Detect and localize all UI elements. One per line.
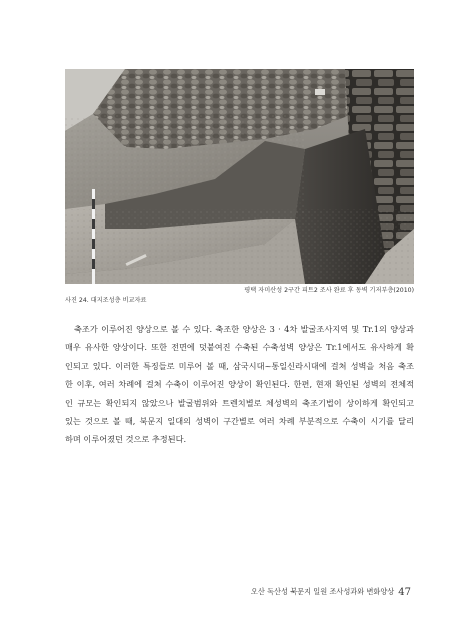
excavation-photo [65,69,414,284]
body-line: 하며 이루어졌던 것으로 추정된다. [65,434,187,445]
body-line: 있는 것으로 볼 때, 북문지 일대의 성벽이 구간별로 여러 차례 부분적으로 수축이 시기를 달리 [65,415,414,426]
page-number: 47 [398,587,411,598]
body-line: 인 규모는 확인되지 않았으나 발굴범위와 트렌치별로 체성벽의 축조기법이 상이하게 확인되고 [65,397,414,408]
photo-caption: 평택 자미산성 2구간 피트2 조사 완료 후 동벽 기저부층(2010) [244,287,414,294]
running-title: 오산 독산성 북문지 일원 조사성과와 변화양상 [250,587,395,596]
body-line: 한 이후, 여러 차례에 걸쳐 수축이 이루어진 양상이 확인된다. 한편, 현재 확인된 성벽의 전체적 [65,379,414,390]
body-line: 매우 유사한 양상이다. 또한 전면에 덧붙여진 수축된 수축성벽 양상은 Tr.1에서도 유사하게 확 [65,342,414,353]
body-line: 인되고 있다. 이러한 특징들로 미루어 볼 때, 삼국시대~통일신라시대에 걸쳐 성벽을 처음 축조 [65,360,414,371]
figure-label: 사진 24. 대지조성층 비교자료 [65,297,147,304]
page-footer [251,586,411,599]
body-paragraph [65,320,414,449]
excavation-photo-image [65,69,414,284]
body-line: 축조가 이루어진 양상으로 볼 수 있다. 축조한 양상은 3 · 4차 발굴조사지역 및 Tr.1의 양상과 [74,324,414,334]
